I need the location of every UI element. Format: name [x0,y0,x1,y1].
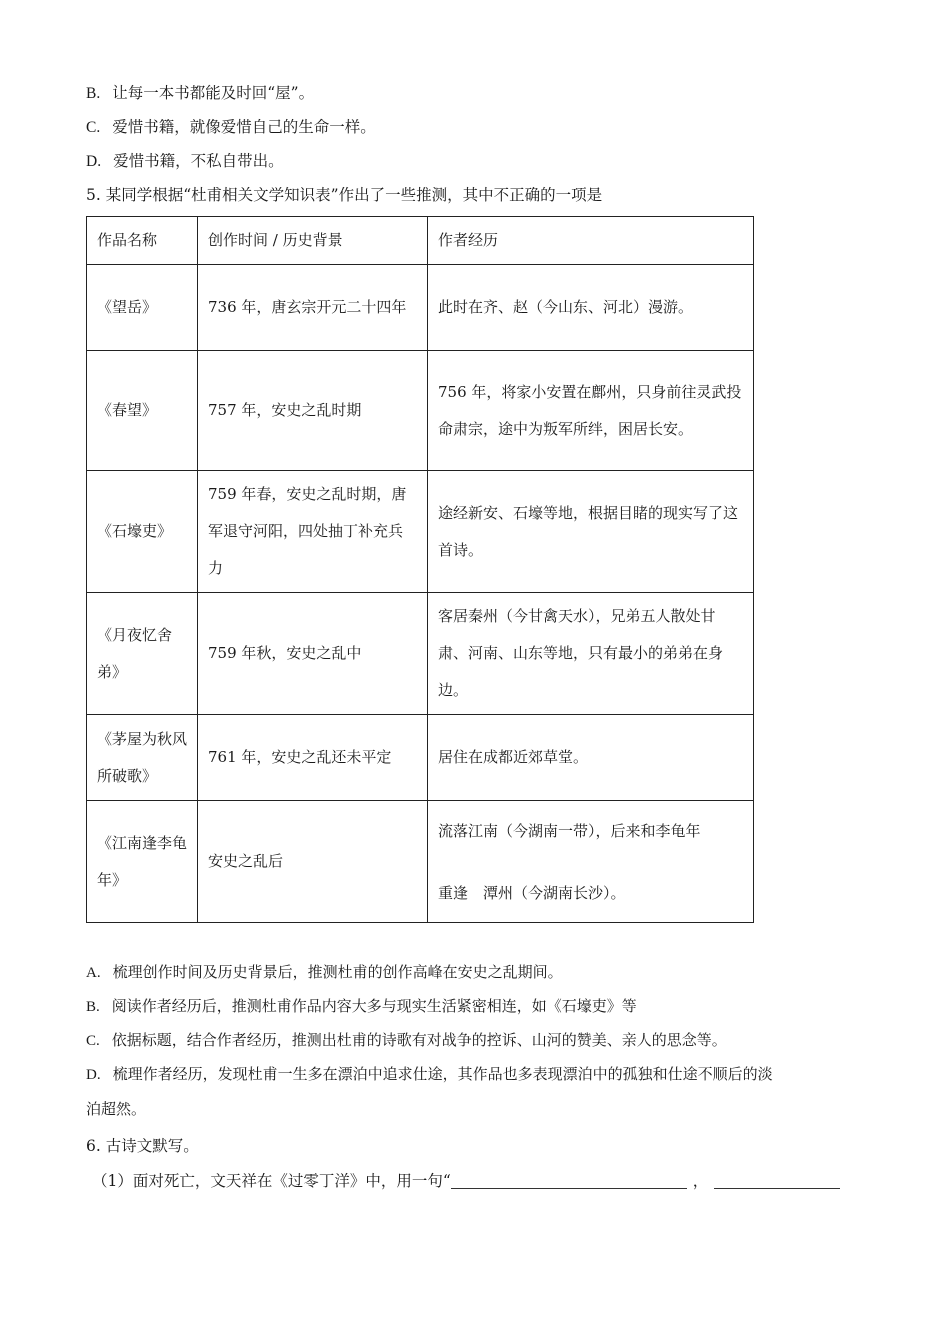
cell-work: 《春望》 [87,351,198,471]
table-row [87,715,754,801]
question-6-sub1 [92,1171,840,1191]
option-text: 爱惜书籍，就像爱惜自己的生命一样。 [112,118,376,136]
table-row [87,593,754,715]
cell-work: 《月夜忆舍弟》 [87,593,198,715]
answer-blank-1[interactable] [451,1172,687,1189]
option-text: 梳理作者经历，发现杜甫一生多在漂泊中追求仕途，其作品也多表现漂泊中的孤独和仕途不顺后的淡 [112,1065,773,1083]
cell-experience: 756 年，将家小安置在鄜州，只身前往灵武投命肃宗，途中为叛军所绊，困居长安。 [428,351,754,471]
dufu-knowledge-table [86,216,754,923]
option-letter: D. [86,153,102,170]
cell-experience [428,801,754,923]
cell-time: 安史之乱后 [198,801,428,923]
option-letter: A. [86,965,101,981]
cell-experience: 此时在齐、赵（今山东、河北）漫游。 [428,265,754,351]
option-d [86,1064,773,1085]
option-text: 阅读作者经历后，推测杜甫作品内容大多与现实生活紧密相连，如《石壕吏》等 [111,997,637,1015]
option-letter: B. [86,85,101,102]
option-letter: C. [86,119,101,136]
cell-experience-line2: 重逢 潭州（今湖南长沙）。 [438,883,626,902]
option-letter: B. [86,999,100,1015]
cell-work: 《望岳》 [87,265,198,351]
cell-work: 《茅屋为秋风所破歌》 [87,715,198,801]
option-d-prev [86,151,284,172]
cell-experience: 居住在成都近郊草堂。 [428,715,754,801]
table-row [87,471,754,593]
option-text: 让每一本书都能及时回“屋”。 [112,84,315,102]
option-letter: C. [86,1033,100,1049]
question-5-stem: 5. 某同学根据“杜甫相关文学知识表”作出了一些推测，其中不正确的一项是 [86,186,603,204]
table-row [87,801,754,923]
question-6-stem: 6. 古诗文默写。 [86,1137,199,1155]
cell-experience: 客居秦州（今甘禽天水），兄弟五人散处甘肃、河南、山东等地，只有最小的弟弟在身边。 [428,593,754,715]
answer-blank-2[interactable] [714,1172,840,1189]
cell-experience: 途经新安、石壕等地，根据目睹的现实写了这首诗。 [428,471,754,593]
cell-work: 《江南逢李龟年》 [87,801,198,923]
option-b [86,996,637,1017]
sub1-prefix: （1）面对死亡，文天祥在《过零丁洋》中，用一句“ [92,1172,451,1190]
table-row [87,265,754,351]
cell-time: 736 年，唐玄宗开元二十四年 [198,265,428,351]
cell-time: 759 年秋，安史之乱中 [198,593,428,715]
option-letter: D. [86,1067,101,1083]
option-text: 梳理创作时间及历史背景后，推测杜甫的创作高峰在安史之乱期间。 [112,963,563,981]
header-experience: 作者经历 [428,217,754,265]
table-row [87,351,754,471]
header-work: 作品名称 [87,217,198,265]
table-header-row [87,217,754,265]
cell-time: 759 年春，安史之乱时期，唐军退守河阳，四处抽丁补充兵力 [198,471,428,593]
option-a [86,962,563,983]
option-text: 爱惜书籍，不私自带出。 [113,152,284,170]
option-d-continuation: 泊超然。 [86,1100,147,1118]
cell-time: 761 年，安史之乱还未平定 [198,715,428,801]
option-c-prev [86,117,376,138]
cell-time: 757 年，安史之乱时期 [198,351,428,471]
sub1-comma: ， [692,1172,709,1190]
cell-work: 《石壕吏》 [87,471,198,593]
option-text: 依据标题，结合作者经历，推测出杜甫的诗歌有对战争的控诉、山河的赞美、亲人的思念等。 [111,1031,727,1049]
cell-experience-line1: 流落江南（今湖南一带），后来和李龟年 [438,821,701,840]
header-time: 创作时间 / 历史背景 [198,217,428,265]
option-b-prev [86,83,314,104]
option-c [86,1030,727,1051]
